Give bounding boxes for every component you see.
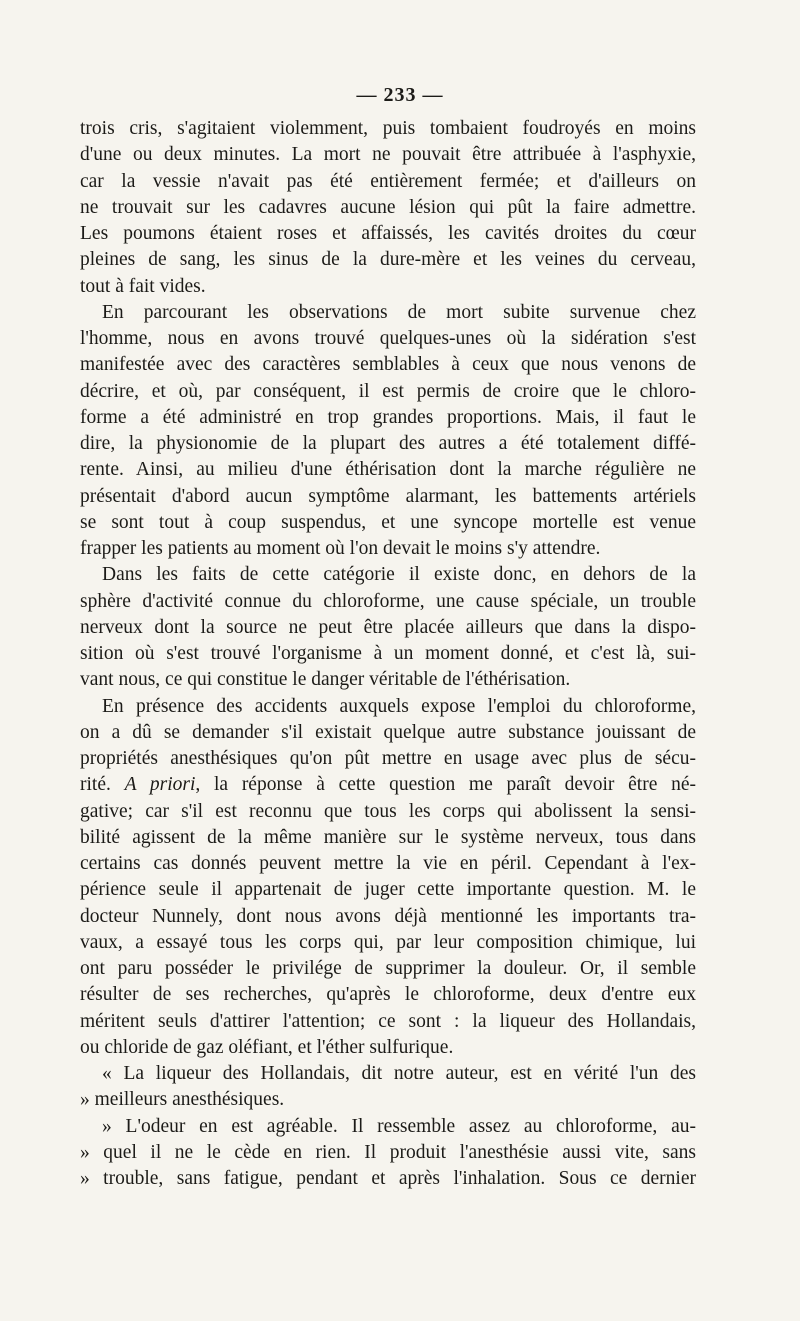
- text-line: vaux, a essayé tous les corps qui, par leur composition chimique, lui: [80, 931, 696, 953]
- text-line: ou chloride de gaz oléfiant, et l'éther sulfurique.: [80, 1036, 454, 1058]
- text-line: décrire, et où, par conséquent, il est permis de croire que le chloro-: [80, 380, 696, 402]
- text-line: forme a été administré en trop grandes proportions. Mais, il faut le: [80, 406, 696, 428]
- text-line: Les poumons étaient roses et affaissés, les cavités droites du cœur: [80, 223, 696, 244]
- text-line: gative; car s'il est reconnu que tous les corps qui abolissent la sensi-: [80, 800, 696, 822]
- text-line: Dans les faits de cette catégorie il existe donc, en dehors de la: [102, 564, 696, 586]
- text-line: « La liqueur des Hollandais, dit notre auteur, est en vérité l'un des: [102, 1063, 696, 1084]
- text-line: » L'odeur en est agréable. Il ressemble assez au chloroforme, au-: [102, 1115, 696, 1137]
- text-line: présentait d'abord aucun symptôme alarmant, les battements artériels: [80, 485, 696, 507]
- text-line: l'homme, nous en avons trouvé quelques-unes où la sidération s'est: [80, 328, 696, 349]
- text-line: manifestée avec des caractères semblables à ceux que nous venons de: [80, 354, 696, 376]
- text-line: rente. Ainsi, au milieu d'une éthérisation dont la marche régulière ne: [80, 459, 696, 481]
- text-line: sition où s'est trouvé l'organisme à un moment donné, et c'est là, sui-: [80, 643, 696, 664]
- text-line: nerveux dont la source ne peut être placée ailleurs que dans la dispo-: [80, 616, 696, 638]
- text-line: méritent seuls d'attirer l'attention; ce sont : la liqueur des Hollandais,: [80, 1010, 696, 1032]
- text-line: tout à fait vides.: [80, 275, 206, 297]
- text-line: ne trouvait sur les cadavres aucune lésion qui pût la faire admettre.: [80, 196, 696, 218]
- text-line: résulter de ses recherches, qu'après le chloroforme, deux d'entre eux: [80, 984, 696, 1006]
- text-line: » trouble, sans fatigue, pendant et après l'inhalation. Sous ce dernier: [80, 1168, 696, 1189]
- text-line: rité. A priori, la réponse à cette question me paraît devoir être né-: [80, 774, 696, 796]
- italic-phrase: A priori: [124, 774, 196, 796]
- text-line: » quel il ne le cède en rien. Il produit l'anesthésie aussi vite, sans: [80, 1141, 696, 1163]
- text-line: ont paru posséder le privilége de supprimer la douleur. Or, il semble: [80, 958, 696, 979]
- text-line: pleines de sang, les sinus de la dure-mère et les veines du cerveau,: [80, 249, 696, 271]
- text-line: dire, la physionomie de la plupart des autres a été totalement diffé-: [80, 433, 696, 454]
- text-line: périence seule il appartenait de juger cette importante question. M. le: [80, 879, 696, 901]
- text-line: vant nous, ce qui constitue le danger véritable de l'éthérisation.: [80, 669, 571, 691]
- text-line: trois cris, s'agitaient violemment, puis tombaient foudroyés en moins: [80, 118, 696, 139]
- text-line: En parcourant les observations de mort subite survenue chez: [102, 301, 696, 323]
- page-number: — 233 —: [356, 84, 444, 106]
- text-line: d'une ou deux minutes. La mort ne pouvait être attribuée à l'asphyxie,: [80, 144, 696, 166]
- text-line: bilité agissent de la même manière sur le système nerveux, tous dans: [80, 826, 696, 848]
- text-line: » meilleurs anesthésiques.: [80, 1089, 285, 1111]
- text-line: certains cas donnés peuvent mettre la vie en péril. Cependant à l'ex-: [80, 853, 696, 874]
- text-line: En présence des accidents auxquels expose l'emploi du chloroforme,: [102, 695, 696, 717]
- text-line: car la vessie n'avait pas été entièrement fermée; et d'ailleurs on: [80, 170, 696, 192]
- text-line: on a dû se demander s'il existait quelque autre substance jouissant de: [80, 721, 696, 743]
- text-line: frapper les patients au moment où l'on devait le moins s'y attendre.: [80, 538, 601, 559]
- body-text: [80, 116, 696, 1192]
- text-line: sphère d'activité connue du chloroforme, une cause spéciale, un trouble: [80, 590, 696, 612]
- text-line: propriétés anesthésiques qu'on pût mettre en usage avec plus de sécu-: [80, 748, 696, 769]
- text-line: docteur Nunnely, dont nous avons déjà mentionné les importants tra-: [80, 905, 696, 927]
- text-line: se sont tout à coup suspendus, et une syncope mortelle est venue: [80, 511, 696, 533]
